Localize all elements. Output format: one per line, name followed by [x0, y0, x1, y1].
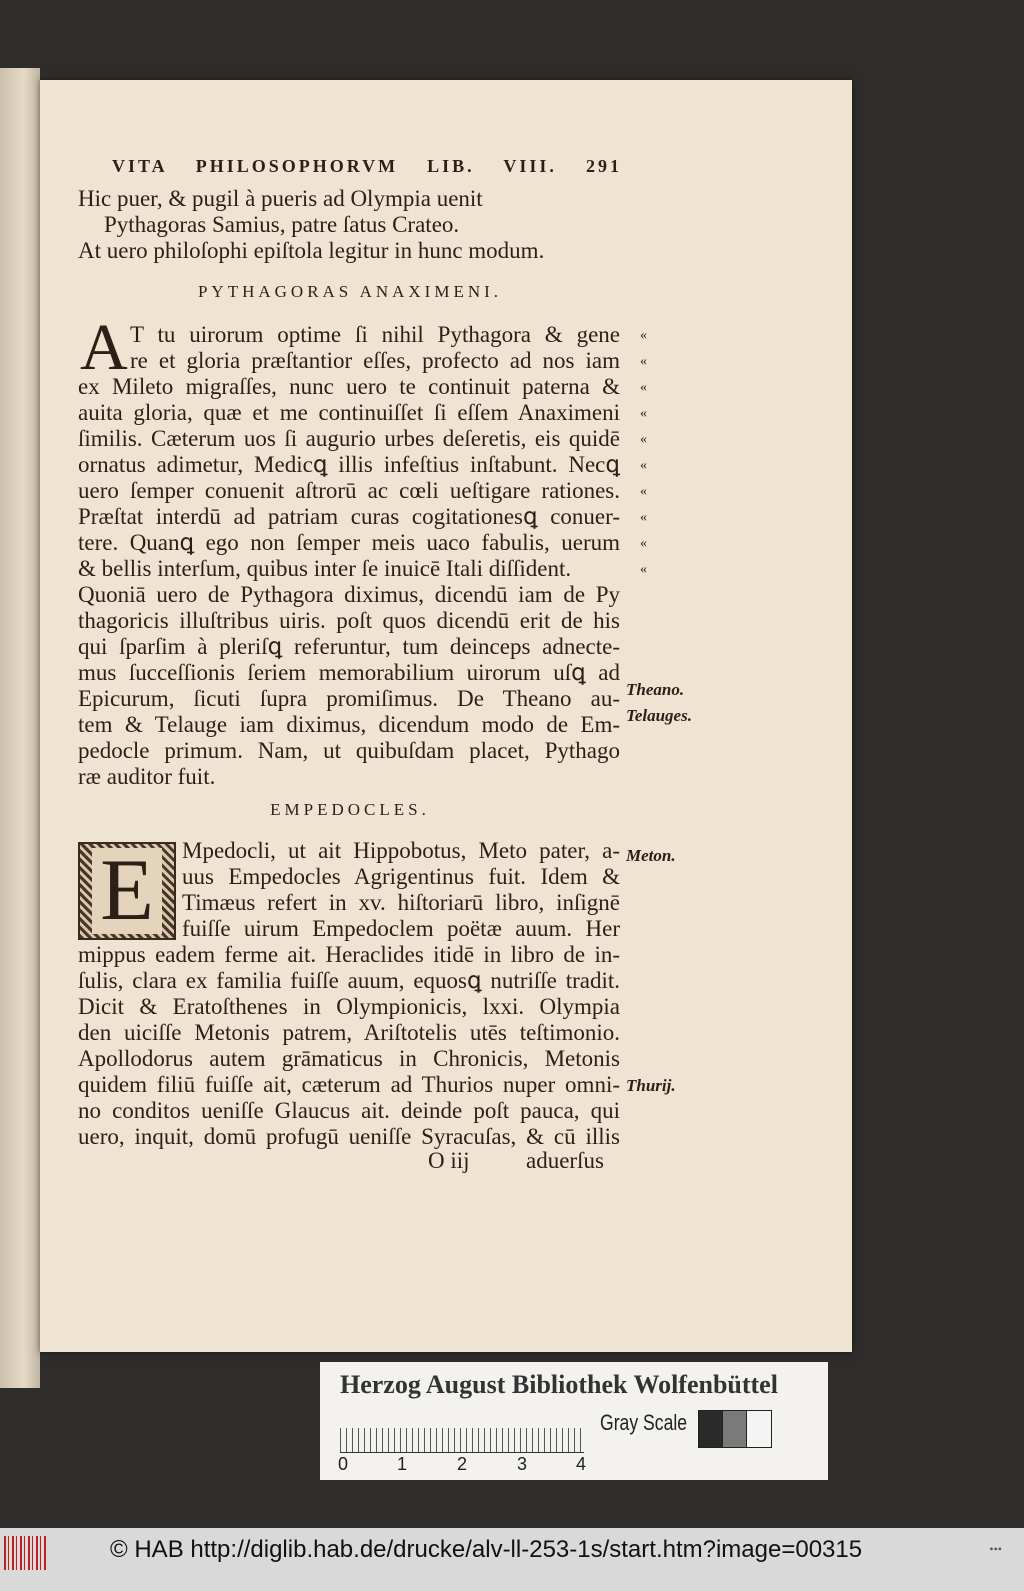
quotation-mark: « — [640, 510, 647, 525]
book-page — [40, 80, 852, 1352]
text-line: Timæus refert in xv. hiſtoriarū libro, inſignē — [182, 890, 620, 915]
quotation-mark: « — [640, 432, 647, 447]
signature-mark: O iij — [428, 1148, 470, 1173]
text-line: Dicit & Eratoſthenes in Olympionicis, lxxi. Olympia — [78, 994, 620, 1019]
gray-swatch-dark — [698, 1410, 724, 1448]
marginal-note-telauges: Telauges. — [626, 706, 692, 725]
library-name: Herzog August Bibliothek Wolfenbüttel — [340, 1370, 778, 1399]
copyright-link[interactable]: © HAB http://diglib.hab.de/drucke/alv-ll-253-1s/start.htm?image=00315 — [110, 1536, 863, 1563]
quotation-mark: « — [640, 328, 647, 343]
text-line: Epicurum, ſicuti ſupra promiſimus. De Theano au- — [78, 686, 620, 711]
more-icon[interactable]: ••• — [989, 1542, 1002, 1556]
text-line: ex Mileto migraſſes, nunc uero te continuit paterna & — [78, 374, 620, 399]
text-line: Mpedocli, ut ait Hippobotus, Meto pater, a- — [182, 838, 620, 863]
text-line: no conditos ueniſſe Glaucus ait. deinde poſt pauca, qui — [78, 1098, 620, 1123]
verse-line: Pythagoras Samius, patre ſatus Crateo. — [104, 212, 460, 237]
running-header: VITA PHILOSOPHORVM LIB. VIII. 291 — [112, 156, 622, 176]
verse-line: At uero philoſophi epiſtola legitur in hunc modum. — [78, 238, 545, 263]
text-line: re et gloria præſtantior eſſes, profecto ad nos iam — [130, 348, 620, 373]
ruler-number: 3 — [517, 1454, 528, 1474]
ruler-number: 4 — [576, 1454, 587, 1474]
quotation-mark: « — [640, 406, 647, 421]
text-line: tem & Telauge iam diximus, dicendum modo de Em- — [78, 712, 620, 737]
text-line: Apollodorus autem grāmaticus in Chronicis, Metonis — [78, 1046, 620, 1071]
text-line: uus Empedocles Agrigentinus fuit. Idem & — [182, 864, 620, 889]
text-line: qui ſparſim à pleriſꝗ referuntur, tum deinceps adnecte- — [78, 634, 620, 659]
text-line: mippus eadem ferme ait. Heraclides itidē in libro de in- — [78, 942, 620, 967]
text-line: tere. Quanꝗ ego non ſemper meis uaco fabulis, uerum — [78, 530, 620, 555]
text-line: ræ auditor fuit. — [78, 764, 216, 789]
quotation-mark: « — [640, 484, 647, 499]
quotation-mark: « — [640, 458, 647, 473]
gray-swatch-mid — [722, 1410, 748, 1448]
gray-swatch-light — [746, 1410, 772, 1448]
ruler-number: 0 — [338, 1454, 349, 1474]
quotation-mark: « — [640, 536, 647, 551]
section-title-empedocles: EMPEDOCLES. — [270, 800, 430, 819]
ruler-number: 2 — [457, 1454, 468, 1474]
quotation-mark: « — [640, 354, 647, 369]
text-line: thagoricis illuſtribus uiris. poſt quos dicendū erit de his — [78, 608, 620, 633]
drop-cap-letter: E — [92, 848, 162, 934]
catchword: aduerſus — [526, 1148, 604, 1173]
ruler-number: 1 — [397, 1454, 408, 1474]
quotation-mark: « — [640, 562, 647, 577]
marginal-note-thurii: Thurij. — [626, 1076, 676, 1095]
footer-bar — [0, 1528, 1024, 1591]
text-line: uero, inquit, domū profugū ueniſſe Syracuſas, & cū illis — [78, 1124, 620, 1149]
hab-logo-icon — [4, 1536, 46, 1570]
ruler-scale — [340, 1412, 584, 1453]
gray-scale-label: Gray Scale — [600, 1410, 688, 1435]
verse-line: Hic puer, & pugil à pueris ad Olympia uenit — [78, 186, 483, 211]
drop-cap-e-ornamental — [78, 842, 176, 940]
text-line: quidem filiū fuiſſe ait, cæterum ad Thurios nuper omni- — [78, 1072, 620, 1097]
marginal-note-theano: Theano. — [626, 680, 685, 699]
text-line: Præſtat interdū ad patriam curas cogitationesꝗ conuer- — [78, 504, 620, 529]
marginal-note-meton: Meton. — [626, 846, 676, 865]
text-line: T tu uirorum optime ſi nihil Pythagora & gene — [130, 322, 620, 347]
text-line: pedocle primum. Nam, ut quibuſdam placet, Pythago — [78, 738, 620, 763]
facing-page-edge — [0, 68, 40, 1388]
text-line: uero ſemper conuenit aſtrorū ac cœli ueſtigare rationes. — [78, 478, 620, 503]
text-line: & bellis interſum, quibus inter ſe inuicē Itali diſſident. — [78, 556, 572, 581]
text-line: auita gloria, quæ et me continuiſſet ſi eſſem Anaximeni — [78, 400, 620, 425]
text-line: ſimilis. Cæterum uos ſi augurio urbes deſeretis, eis quidē — [78, 426, 620, 451]
text-line: ornatus adimetur, Medicꝗ illis infeſtius inſtabunt. Necꝗ — [78, 452, 620, 477]
text-line: mus ſucceſſionis ſeriem memorabilium uirorum uſꝗ ad — [78, 660, 620, 685]
section-title-pythagoras: PYTHAGORAS ANAXIMENI. — [197, 282, 503, 301]
text-line: Quoniā uero de Pythagora diximus, dicendū iam de Py — [78, 582, 620, 607]
color-calibration-card — [320, 1362, 828, 1480]
text-line: den uiciſſe Metonis patrem, Ariſtotelis utēs teſtimonio. — [78, 1020, 620, 1045]
text-line: ſulis, clara ex familia fuiſſe auum, equosꝗ nutriſſe tradit. — [78, 968, 620, 993]
quotation-mark: « — [640, 380, 647, 395]
text-line: fuiſſe uirum Empedoclem poëtæ auum. Her — [182, 916, 620, 941]
drop-cap-a: A — [80, 311, 128, 384]
